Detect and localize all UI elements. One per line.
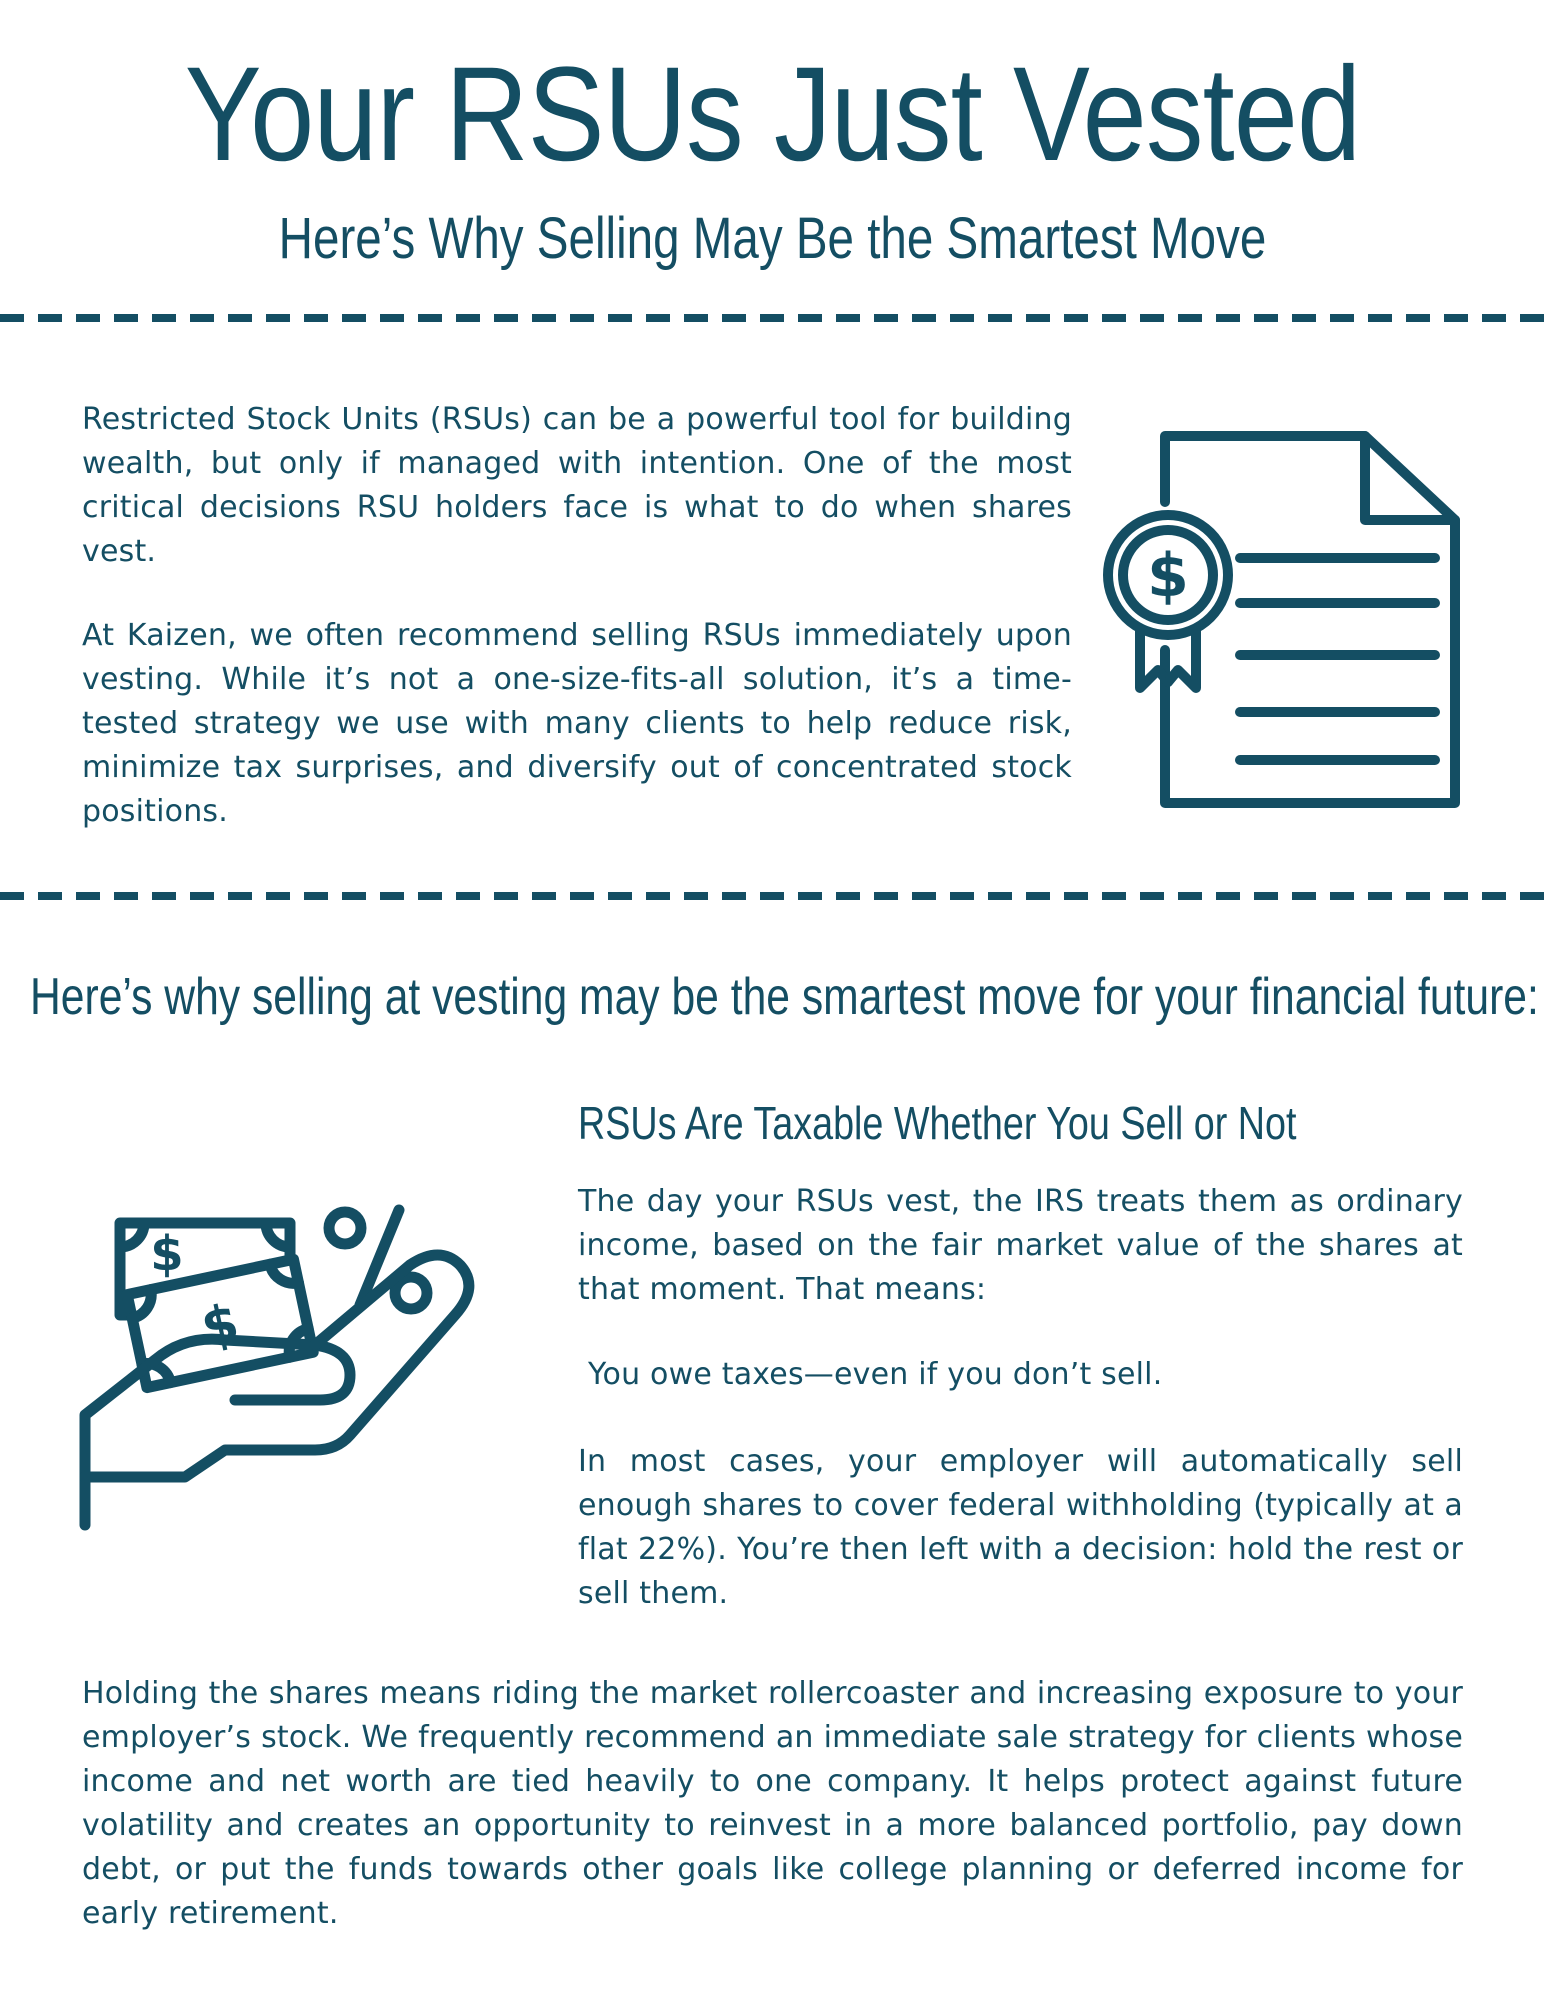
section-paragraph-3: In most cases, your employer will automatically sell enough shares to cover federal withholding (typically at a flat 22%). You’re then left with a decision: hold the rest or sell them. <box>578 1444 1463 1611</box>
section-heading: Here’s why selling at vesting may be the smartest move for your financial future: <box>30 968 1539 1026</box>
intro-paragraph-1: Restricted Stock Units (RSUs) can be a powerful tool for building wealth, but only if managed with intention. One of the most critical decisions RSU holders face is what to do when shares vest. <box>82 402 1072 569</box>
svg-text:$: $ <box>1147 541 1189 611</box>
svg-text:$: $ <box>150 1226 184 1282</box>
document-certificate-dollar-icon <box>1100 420 1470 820</box>
page-title: Your RSUs Just Vested <box>184 40 1361 189</box>
dashed-divider-middle <box>0 892 1545 900</box>
section-subheading: RSUs Are Taxable Whether You Sell or Not <box>578 1097 1297 1149</box>
intro-paragraph-2: At Kaizen, we often recommend selling RSUs immediately upon vesting. While it’s not a one-size-fits-all solution, it’s a time-tested strategy we use with many clients to help reduce risk, minimize tax surprises, and diversify out of concentrated stock positions. <box>82 618 1072 829</box>
page-subtitle: Here’s Why Selling May Be the Smartest Move <box>278 206 1267 271</box>
hand-money-percent-icon <box>75 1195 515 1615</box>
section-paragraph-4: Holding the shares means riding the market rollercoaster and increasing exposure to your employer’s stock. We frequently recommend an immediate sale strategy for clients whose income and net worth are tied heavily to one company. It helps protect against future volatility and creates an opportunity to reinvest in a more balanced portfolio, pay down debt, or put the funds towards other goals like college planning or deferred income for early retirement. <box>82 1676 1463 1931</box>
section-paragraph-2: You owe taxes—even if you don’t sell. <box>588 1357 1163 1392</box>
svg-text:$: $ <box>196 1292 245 1360</box>
section-paragraph-1: The day your RSUs vest, the IRS treats them as ordinary income, based on the fair market value of the shares at that moment. That means: <box>578 1184 1463 1307</box>
dashed-divider-top <box>0 314 1545 322</box>
